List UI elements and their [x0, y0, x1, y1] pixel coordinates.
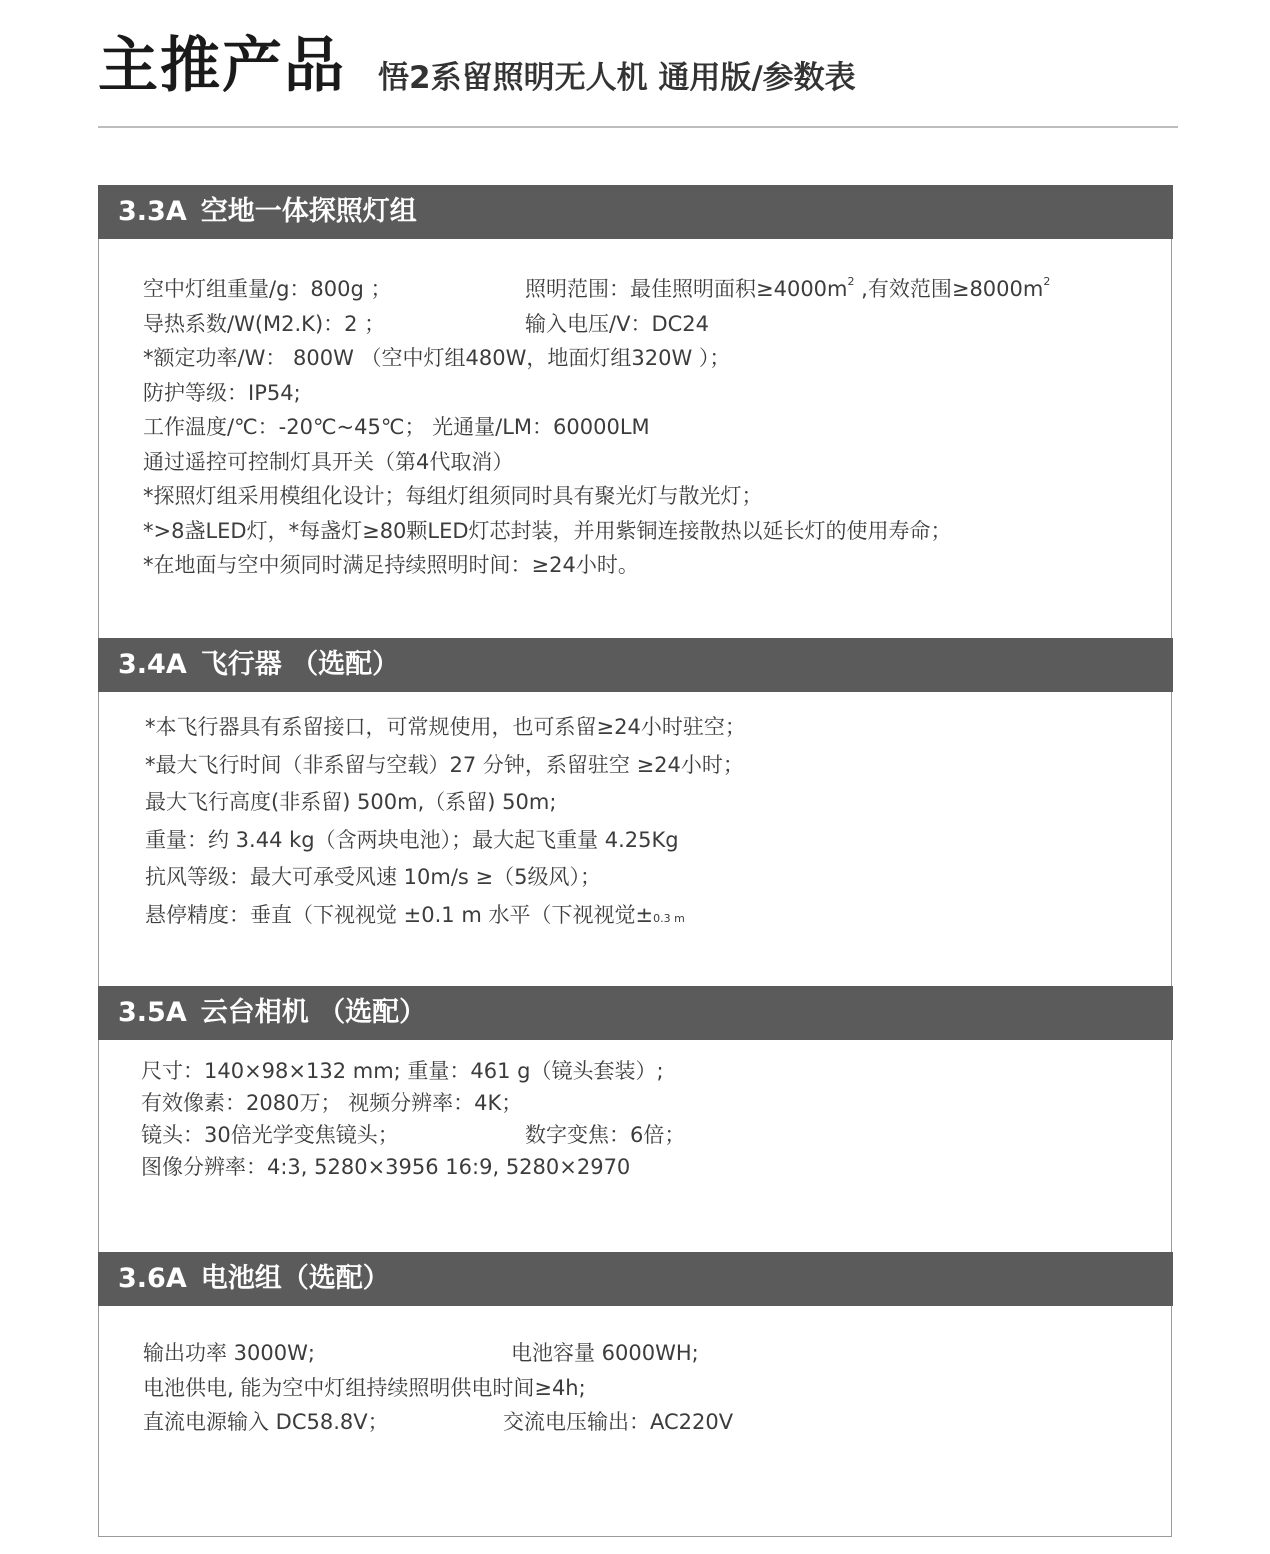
section-battery-pack	[98, 1252, 1172, 1537]
page-header	[98, 28, 1178, 128]
section-aircraft	[98, 638, 1172, 988]
spec-text: ,有效范围≥8000m	[854, 277, 1044, 301]
spec-text: 输出功率 3000W;	[143, 1341, 315, 1365]
section-name: 飞行器 （选配）	[200, 649, 400, 680]
spec-line: 通过遥控可控制灯具开关（第4代取消）	[143, 449, 514, 474]
section-gimbal-camera	[98, 986, 1172, 1254]
section-body	[141, 1054, 1151, 1182]
spec-line	[143, 307, 1151, 342]
spec-line	[143, 1405, 1151, 1440]
spec-text-col2: 电池容量 6000WH;	[511, 1341, 699, 1365]
section-lighting-group	[98, 185, 1172, 640]
section-number: 3.6A	[118, 1263, 187, 1294]
spec-text-col2: 数字变焦：6倍；	[525, 1123, 686, 1147]
spec-line: 工作温度/℃：-20℃~45℃； 光通量/LM：60000LM	[143, 415, 650, 439]
section-number: 3.5A	[118, 997, 187, 1028]
superscript: 2	[847, 275, 855, 288]
spec-line	[143, 272, 1151, 307]
section-body	[143, 1336, 1151, 1440]
section-body	[145, 710, 1151, 935]
spec-text-col2: 输入电压/V：DC24	[525, 311, 709, 336]
header-divider	[98, 126, 1178, 128]
spec-text: 悬停精度：垂直（下视视觉 ±0.1 m 水平（下视视觉±	[145, 902, 654, 927]
spec-line: *本飞行器具有系留接口，可常规使用，也可系留≥24小时驻空；	[145, 715, 746, 739]
section-name: 电池组（选配）	[200, 1263, 390, 1294]
spec-line: 防护等级：IP54;	[143, 380, 301, 405]
section-number: 3.3A	[118, 196, 187, 227]
spec-text: 镜头：30倍光学变焦镜头；	[141, 1123, 399, 1147]
spec-line	[145, 898, 1151, 936]
section-body	[143, 272, 1151, 583]
spec-line: *探照灯组采用模组化设计；每组灯组须同时具有聚光灯与散光灯；	[143, 484, 763, 508]
section-number: 3.4A	[118, 649, 187, 680]
spec-line: 有效像素：2080万； 视频分辨率：4K；	[141, 1091, 523, 1115]
section-header	[98, 986, 1173, 1040]
section-name: 空地一体探照灯组	[200, 196, 417, 227]
spec-line: 重量：约 3.44 kg（含两块电池）；最大起飞重量 4.25Kg	[145, 827, 679, 852]
spec-line: 电池供电, 能为空中灯组持续照明供电时间≥4h;	[143, 1375, 586, 1400]
spec-line: *额定功率/W： 800W （空中灯组480W，地面灯组320W ）；	[143, 346, 731, 370]
section-header	[98, 185, 1173, 239]
spec-text-small: 0.3 m	[653, 911, 685, 925]
section-header	[98, 1252, 1173, 1306]
page-title: 主推产品	[98, 31, 346, 101]
spec-text-col2: 交流电压输出：AC220V	[503, 1410, 734, 1434]
spec-line: *在地面与空中须同时满足持续照明时间：≥24小时。	[143, 553, 639, 577]
section-name: 云台相机 （选配）	[200, 997, 427, 1028]
superscript: 2	[1043, 275, 1051, 288]
spec-line: 图像分辨率：4:3, 5280×3956 16:9, 5280×2970	[141, 1155, 631, 1179]
spec-line: 最大飞行高度(非系留) 500m,（系留) 50m;	[145, 790, 557, 814]
spec-line: 尺寸：140×98×132 mm; 重量：461 g（镜头套装）;	[141, 1059, 664, 1083]
spec-text-col2	[525, 272, 1050, 306]
spec-line	[143, 1336, 1151, 1371]
spec-text: 直流电源输入 DC58.8V；	[143, 1410, 389, 1434]
spec-text: 照明范围：最佳照明面积≥4000m	[525, 277, 848, 301]
spec-line: *>8盏LED灯，*每盏灯≥80颗LED灯芯封装，并用紫铜连接散热以延长灯的使用寿命；	[143, 518, 952, 543]
spec-line: *最大飞行时间（非系留与空载）27 分钟，系留驻空 ≥24小时；	[145, 752, 744, 777]
spec-line	[141, 1118, 1151, 1150]
section-header	[98, 638, 1173, 692]
spec-line: 抗风等级：最大可承受风速 10m/s ≥（5级风）；	[145, 865, 601, 889]
spec-text: 导热系数/W(M2.K)：2 ；	[143, 311, 386, 336]
spec-text: 空中灯组重量/g：800g ；	[143, 277, 392, 301]
page-subtitle: 悟2系留照明无人机 通用版/参数表	[378, 60, 856, 96]
